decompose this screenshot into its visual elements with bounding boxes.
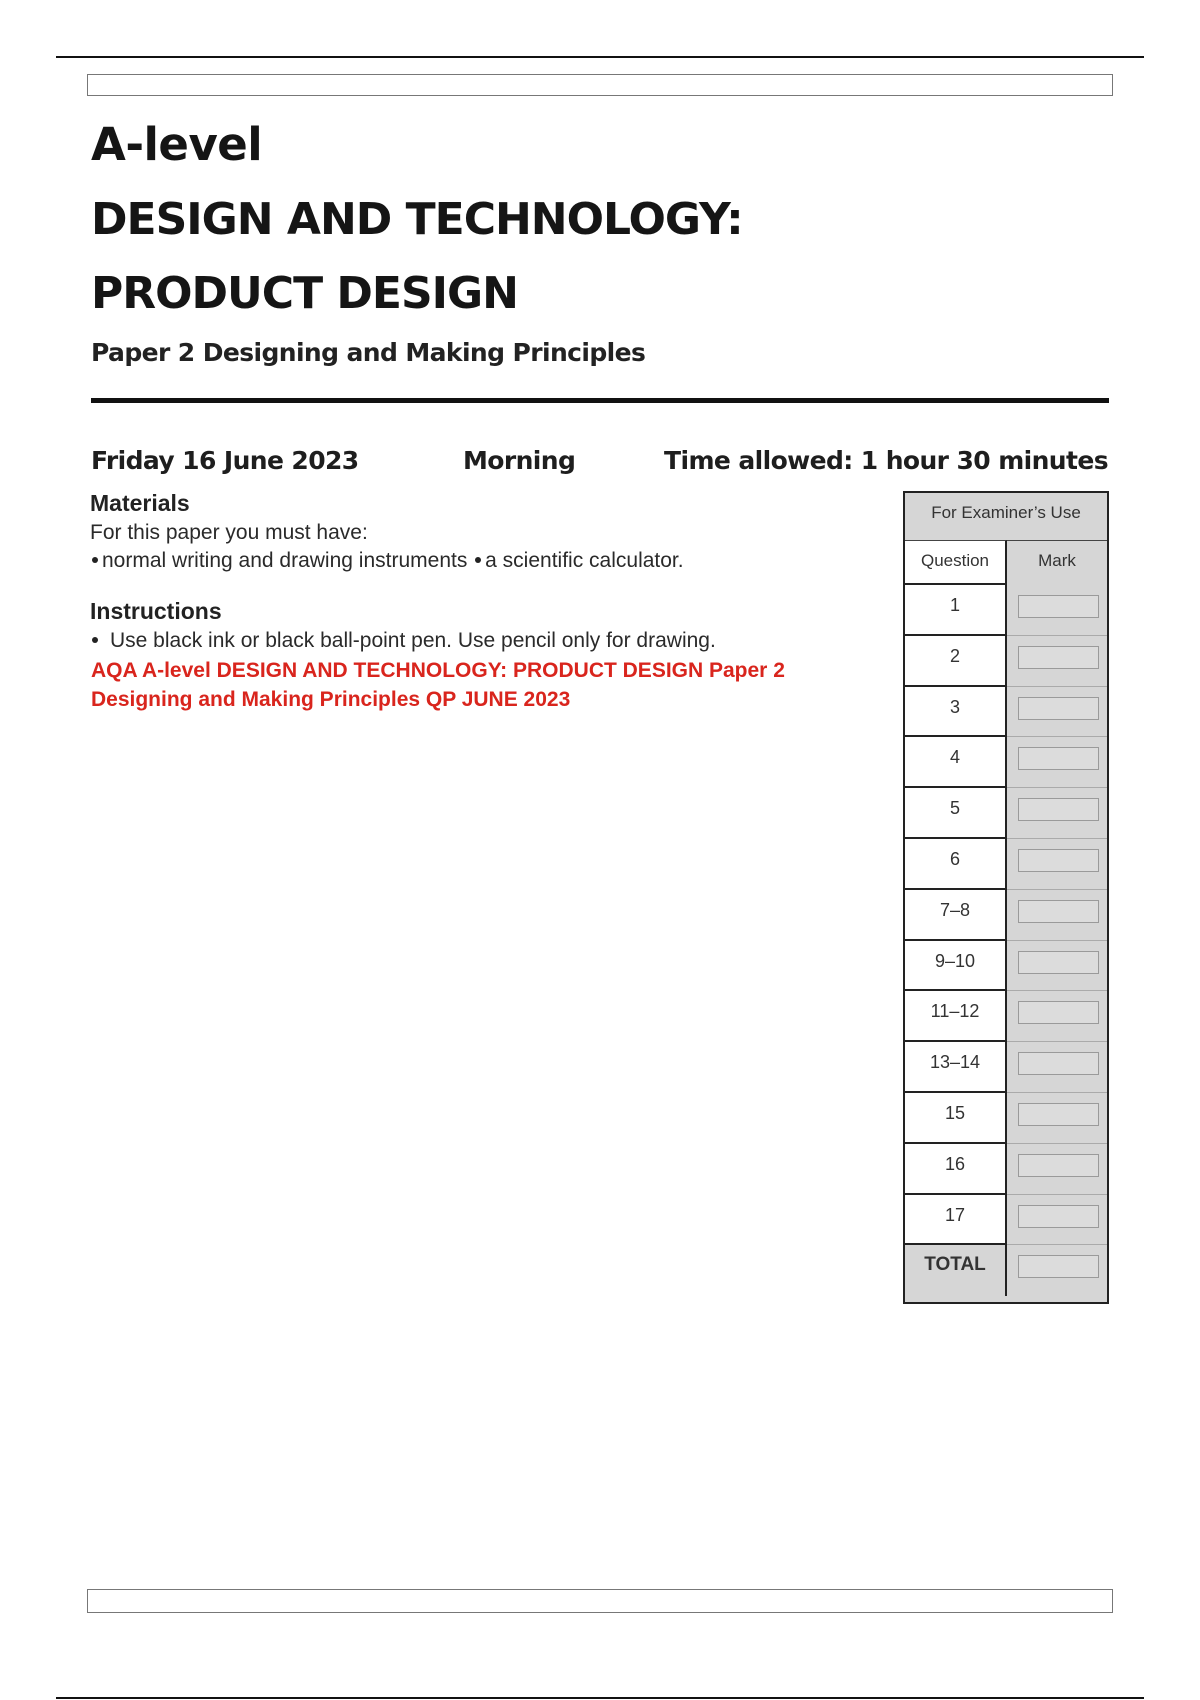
mark-entry-box[interactable] bbox=[1018, 1154, 1099, 1177]
table-row bbox=[905, 788, 1107, 839]
table-row bbox=[905, 585, 1107, 636]
mark-cell bbox=[1007, 585, 1107, 636]
bullet-icon bbox=[475, 557, 481, 563]
level-title: A-level bbox=[91, 118, 263, 171]
mark-entry-box[interactable] bbox=[1018, 1103, 1099, 1126]
mark-entry-box[interactable] bbox=[1018, 1205, 1099, 1228]
examiner-use-table bbox=[903, 491, 1109, 1304]
mark-column-header: Mark bbox=[1007, 540, 1107, 585]
question-number: 9–10 bbox=[905, 941, 1007, 992]
instruction-text: Use black ink or black ball-point pen. Use pencil only for drawing. bbox=[110, 629, 716, 652]
mark-entry-box[interactable] bbox=[1018, 646, 1099, 669]
mark-entry-box[interactable] bbox=[1018, 951, 1099, 974]
mark-cell bbox=[1007, 1195, 1107, 1246]
examiner-table-title: For Examiner’s Use bbox=[931, 503, 1081, 522]
table-row bbox=[905, 890, 1107, 941]
instructions-heading: Instructions bbox=[90, 598, 222, 624]
bullet-icon bbox=[92, 637, 98, 643]
subject-title-line1: DESIGN AND TECHNOLOGY: bbox=[91, 194, 743, 245]
question-number: 4 bbox=[905, 737, 1007, 788]
question-number: 1 bbox=[905, 585, 1007, 636]
question-number: 11–12 bbox=[905, 991, 1007, 1042]
table-row bbox=[905, 1195, 1107, 1246]
table-row bbox=[905, 1093, 1107, 1144]
mark-cell bbox=[1007, 839, 1107, 890]
question-number: 6 bbox=[905, 839, 1007, 890]
exam-session: Morning bbox=[463, 446, 576, 475]
question-number: 5 bbox=[905, 788, 1007, 839]
materials-heading: Materials bbox=[90, 490, 190, 516]
mark-entry-box[interactable] bbox=[1018, 900, 1099, 923]
materials-intro: For this paper you must have: bbox=[90, 521, 368, 544]
mark-entry-box[interactable] bbox=[1018, 595, 1099, 618]
table-row bbox=[905, 941, 1107, 992]
mark-entry-box[interactable] bbox=[1018, 697, 1099, 720]
table-row bbox=[905, 991, 1107, 1042]
total-row bbox=[905, 1245, 1107, 1296]
mark-cell bbox=[1007, 636, 1107, 687]
mark-entry-box[interactable] bbox=[1018, 1001, 1099, 1024]
examiner-table-rows bbox=[905, 585, 1107, 1296]
mark-entry-box[interactable] bbox=[1018, 798, 1099, 821]
mark-cell bbox=[1007, 941, 1107, 992]
mark-cell bbox=[1007, 1042, 1107, 1093]
question-number: 13–14 bbox=[905, 1042, 1007, 1093]
total-mark-cell bbox=[1007, 1245, 1107, 1296]
top-rule bbox=[56, 56, 1144, 58]
question-number: 3 bbox=[905, 687, 1007, 738]
materials-item: normal writing and drawing instruments bbox=[102, 549, 468, 572]
question-number: 17 bbox=[905, 1195, 1007, 1246]
mark-entry-box[interactable] bbox=[1018, 747, 1099, 770]
barcode-box bbox=[87, 1589, 1113, 1613]
mark-cell bbox=[1007, 991, 1107, 1042]
mark-cell bbox=[1007, 788, 1107, 839]
mark-entry-box[interactable] bbox=[1018, 849, 1099, 872]
exam-date: Friday 16 June 2023 bbox=[91, 446, 359, 475]
document-title-note: AQA A-level DESIGN AND TECHNOLOGY: PRODUCT DESIGN Paper 2 Designing and Making Principles QP JUNE 2023 bbox=[91, 659, 785, 711]
subject-title-line2: PRODUCT DESIGN bbox=[91, 268, 518, 319]
materials-item: a scientific calculator. bbox=[485, 549, 684, 572]
mark-cell bbox=[1007, 737, 1107, 788]
materials-list bbox=[90, 549, 684, 573]
question-number: 15 bbox=[905, 1093, 1007, 1144]
mark-cell bbox=[1007, 1093, 1107, 1144]
mark-cell bbox=[1007, 1144, 1107, 1195]
bottom-rule bbox=[56, 1697, 1144, 1699]
table-row bbox=[905, 737, 1107, 788]
mark-cell bbox=[1007, 687, 1107, 738]
question-number: 2 bbox=[905, 636, 1007, 687]
question-number: 7–8 bbox=[905, 890, 1007, 941]
total-mark-box[interactable] bbox=[1018, 1255, 1099, 1278]
mark-cell bbox=[1007, 890, 1107, 941]
paper-title: Paper 2 Designing and Making Principles bbox=[91, 338, 646, 367]
title-divider bbox=[91, 398, 1109, 403]
table-row bbox=[905, 1144, 1107, 1195]
table-row bbox=[905, 687, 1107, 738]
table-row bbox=[905, 1042, 1107, 1093]
mark-entry-box[interactable] bbox=[1018, 1052, 1099, 1075]
table-row bbox=[905, 839, 1107, 890]
time-allowed: Time allowed: 1 hour 30 minutes bbox=[664, 446, 1108, 475]
table-row bbox=[905, 636, 1107, 687]
bullet-icon bbox=[92, 557, 98, 563]
instruction-item bbox=[90, 629, 716, 653]
total-label: TOTAL bbox=[905, 1245, 1007, 1296]
question-number: 16 bbox=[905, 1144, 1007, 1195]
question-column-header: Question bbox=[905, 540, 1007, 585]
candidate-details-box bbox=[87, 74, 1113, 96]
